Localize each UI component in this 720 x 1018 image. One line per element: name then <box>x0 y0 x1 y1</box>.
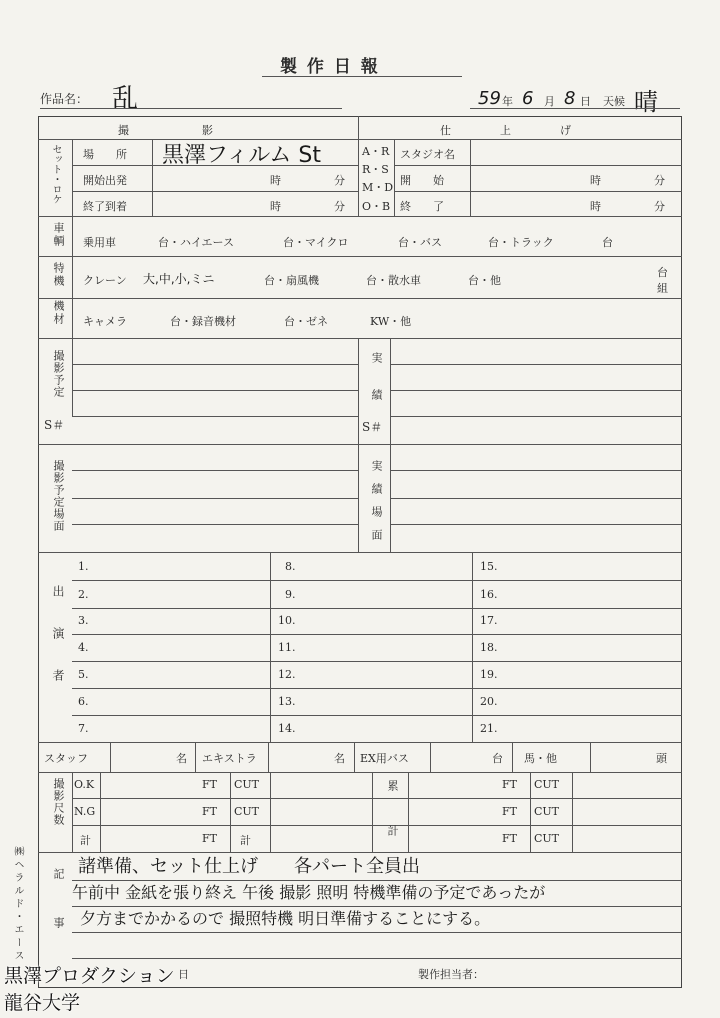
cast-num: 19. <box>480 668 498 681</box>
ft-unit: FT <box>202 832 217 845</box>
vehicle-bus: 台・バス <box>398 236 442 249</box>
ob-label: O・B <box>362 200 391 213</box>
manager-label: 製作担当者： <box>418 968 484 981</box>
cast-num: 14. <box>278 722 296 735</box>
result-label: 実績 <box>370 352 383 426</box>
cast-num: 9. <box>285 588 296 601</box>
footage-label: 撮影尺数 <box>52 778 65 826</box>
special-water: 台・散水車 <box>366 274 421 287</box>
notes-line-3: 夕方までかかるので 撮照特機 明日準備することにする。 <box>80 909 491 928</box>
cut-unit: CUT <box>234 778 260 791</box>
special-fan: 台・扇風機 <box>264 274 319 287</box>
ok-label: O.K <box>74 778 95 791</box>
horse-unit: 頭 <box>656 752 667 765</box>
start-label: 開 始 <box>400 174 444 187</box>
page-title: 製 作 日 報 <box>280 57 380 77</box>
set-location-label: セット・ロケ <box>50 144 61 204</box>
place-value: 黒澤フィルム St <box>162 143 321 168</box>
cut-total-label: 計 <box>240 834 251 847</box>
arrive-min: 分 <box>334 200 345 213</box>
year-value: 59 <box>478 88 501 109</box>
cast-num: 3. <box>78 614 89 627</box>
arrive-hour: 時 <box>270 200 281 213</box>
special-unit2: 組 <box>657 282 668 295</box>
cast-num: 7. <box>78 722 89 735</box>
extra-label: エキストラ <box>202 752 257 765</box>
depart-hour: 時 <box>270 174 281 187</box>
cast-num: 5. <box>78 668 89 681</box>
cumulative-label: 累計 <box>386 780 399 870</box>
ft-unit: FT <box>202 805 217 818</box>
cast-num: 6. <box>78 695 89 708</box>
cast-num: 10. <box>278 614 296 627</box>
day-unit: 日 <box>580 95 591 108</box>
extra-name-unit: 名 <box>334 752 345 765</box>
special-other: 台・他 <box>468 274 501 287</box>
cast-num: 11. <box>278 641 296 654</box>
planned-scenes-label: 撮影予定場面 <box>52 460 65 532</box>
horse-label: 馬・他 <box>524 752 557 765</box>
vehicle-unit: 台 <box>602 236 613 249</box>
ft-unit: FT <box>502 832 517 845</box>
year-unit: 年 <box>502 95 513 108</box>
notes-label: 記事 <box>52 868 65 966</box>
cut-unit: CUT <box>234 805 260 818</box>
arrive-label: 終了到着 <box>83 200 127 213</box>
cast-num: 2. <box>78 588 89 601</box>
equip-sound: 台・録音機材 <box>170 315 236 328</box>
cut-unit: CUT <box>534 805 560 818</box>
cast-num: 4. <box>78 641 89 654</box>
date-suffix: 日 <box>178 968 189 981</box>
schedule-sno: S＃ <box>44 418 65 432</box>
shoot-header: 撮 影 <box>118 124 214 137</box>
ex-bus-label: EX用バス <box>360 752 409 765</box>
company-name: ㈱ヘラルド・エース <box>12 846 23 963</box>
studio-label: スタジオ名 <box>400 148 455 161</box>
md-label: M・D <box>362 181 394 194</box>
finish-header: 仕 上 げ <box>440 124 572 137</box>
vehicles-label: 車輌 <box>52 222 65 248</box>
cast-num: 17. <box>480 614 498 627</box>
ft-unit: FT <box>202 778 217 791</box>
watermark-line-2: 龍谷大学 <box>4 992 81 1014</box>
cast-num: 18. <box>480 641 498 654</box>
month-unit: 月 <box>544 95 555 108</box>
total-label: 計 <box>80 834 91 847</box>
cast-num: 8. <box>285 560 296 573</box>
ft-unit: FT <box>502 805 517 818</box>
vehicle-truck: 台・トラック <box>488 236 554 249</box>
end-label: 終 了 <box>400 200 444 213</box>
cut-unit: CUT <box>534 832 560 845</box>
vehicle-hiace: 台・ハイエース <box>158 236 235 249</box>
equip-camera: キャメラ <box>83 315 127 328</box>
rs-label: R・S <box>362 163 389 176</box>
result-sno: S＃ <box>362 420 383 434</box>
place-label: 場 所 <box>83 148 127 161</box>
weather-label: 天候 <box>603 95 625 108</box>
notes-line-1: 諸準備、セット仕上げ 各パート全員出 <box>78 856 420 877</box>
ft-unit: FT <box>502 778 517 791</box>
bus-unit: 台 <box>492 752 503 765</box>
notes-line-2: 午前中 金紙を張り終え 午後 撮影 照明 特機準備の予定であったが <box>72 883 546 902</box>
day-value: 8 <box>564 88 576 109</box>
end-min: 分 <box>654 200 665 213</box>
work-title-label: 作品名： <box>40 92 89 106</box>
special-unit1: 台 <box>657 266 668 279</box>
special-equip-label: 特機 <box>52 262 65 288</box>
vehicle-car: 乗用車 <box>83 236 116 249</box>
vehicle-micro: 台・マイクロ <box>283 236 349 249</box>
result-scenes-label: 実績場面 <box>370 460 383 552</box>
cast-num: 15. <box>480 560 498 573</box>
month-value: 6 <box>522 88 534 109</box>
cut-unit: CUT <box>534 778 560 791</box>
cast-num: 1. <box>78 560 89 573</box>
end-hour: 時 <box>590 200 601 213</box>
depart-label: 開始出発 <box>83 174 127 187</box>
start-hour: 時 <box>590 174 601 187</box>
cast-label: 出演者 <box>51 585 65 711</box>
work-title-value: 乱 <box>112 84 139 114</box>
equip-kw: KW・他 <box>370 315 412 328</box>
schedule-label: 撮影予定 <box>52 350 65 398</box>
weather-value: 晴 <box>634 88 658 116</box>
equipment-label: 機材 <box>52 300 65 326</box>
crane-label: クレーン <box>83 274 127 287</box>
ar-label: A・R <box>362 145 390 158</box>
watermark-line-1: 黒澤プロダクション <box>4 965 175 987</box>
depart-min: 分 <box>334 174 345 187</box>
cast-num: 13. <box>278 695 296 708</box>
cast-num: 20. <box>480 695 498 708</box>
cast-num: 12. <box>278 668 296 681</box>
ng-label: N.G <box>74 805 96 818</box>
crane-sizes: 大,中,小,ミニ <box>143 272 215 286</box>
equip-generator: 台・ゼネ <box>284 315 328 328</box>
start-min: 分 <box>654 174 665 187</box>
staff-name-unit: 名 <box>176 752 187 765</box>
cast-num: 21. <box>480 722 498 735</box>
staff-label: スタッフ <box>44 752 88 765</box>
cast-num: 16. <box>480 588 498 601</box>
